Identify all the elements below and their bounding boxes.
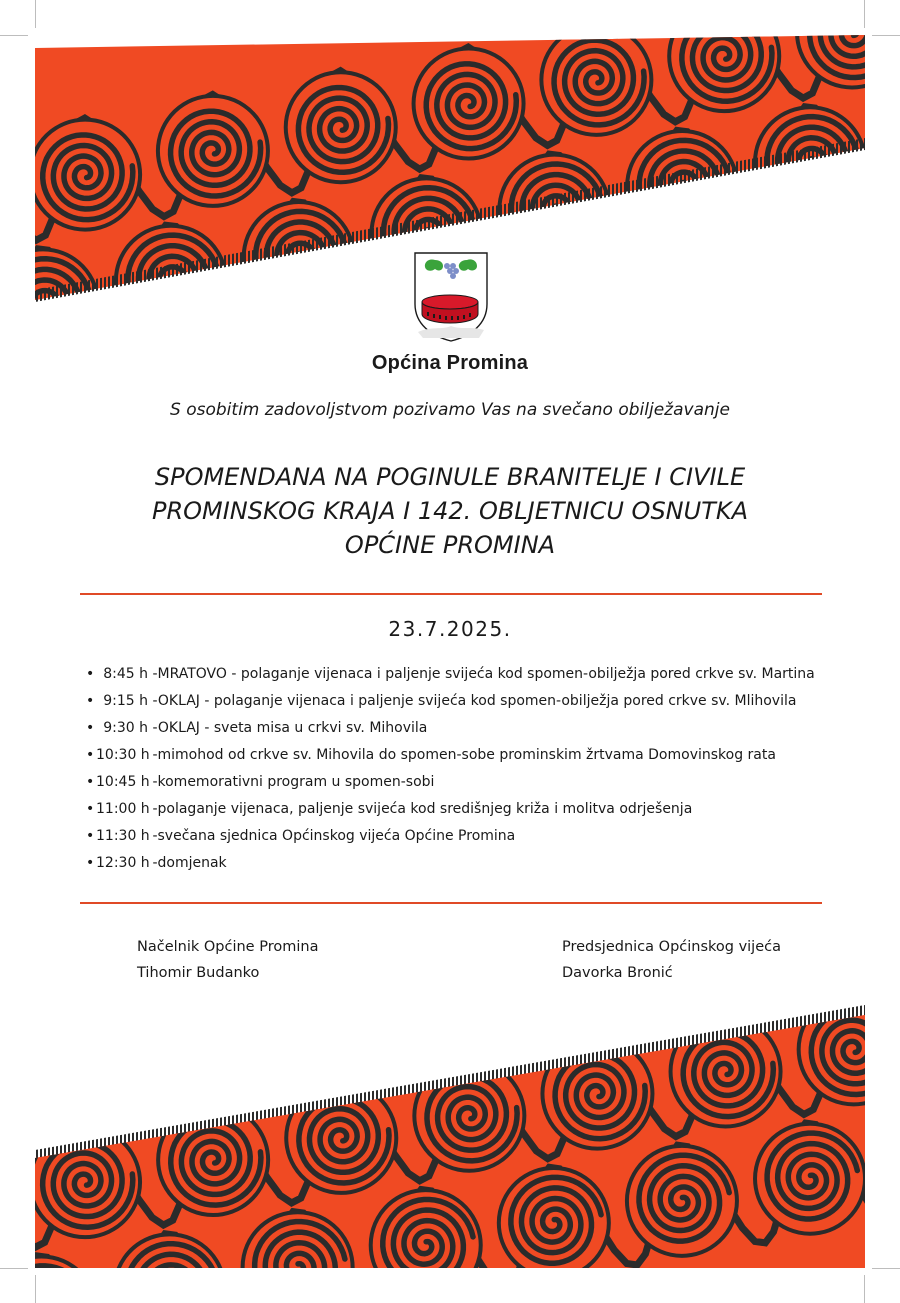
schedule-time: 10:45 h [96, 774, 150, 790]
event-title-line: SPOMENDANA NA POGINULE BRANITELJE I CIVILE [154, 463, 746, 491]
schedule-text: -domjenak [152, 855, 227, 871]
event-title-line: OPĆINE PROMINA [344, 531, 556, 559]
bullet: • [86, 720, 95, 736]
bottom-spiral-band [0, 995, 900, 1303]
schedule-time: 11:30 h [96, 828, 150, 844]
divider [80, 593, 822, 595]
schedule-time: 11:00 h [96, 801, 150, 817]
municipality-name: Općina Promina [371, 352, 529, 374]
schedule-item [86, 745, 815, 772]
signature-title: Predsjednica Općinskog vijeća [562, 939, 781, 955]
schedule-text: -mimohod od crkve sv. Mihovila do spomen-sobe prominskim žrtvama Domovinskog rata [152, 747, 776, 763]
schedule-item [86, 718, 815, 745]
schedule-text: -polaganje vijenaca, paljenje svijeća kod središnjeg križa i molitva odrješenja [152, 801, 693, 817]
schedule-time: 12:30 h [96, 855, 150, 871]
schedule-list [86, 664, 815, 880]
schedule-text: -svečana sjednica Općinskog vijeća Općine Promina [152, 828, 516, 844]
signature-mayor [137, 934, 318, 986]
schedule-time: 9:15 h [103, 693, 148, 709]
bullet: • [86, 801, 95, 817]
bullet: • [86, 828, 95, 844]
schedule-item [86, 853, 815, 880]
bullet: • [86, 855, 95, 871]
signature-name: Davorka Bronić [562, 965, 673, 981]
schedule-item [86, 772, 815, 799]
signature-council-president [562, 934, 781, 986]
bullet: • [86, 747, 95, 763]
signature-name: Tihomir Budanko [137, 965, 260, 981]
schedule-item [86, 799, 815, 826]
event-title [0, 460, 900, 562]
schedule-item [86, 664, 815, 691]
schedule-item [86, 826, 815, 853]
schedule-time: 10:30 h [96, 747, 150, 763]
schedule-text: -MRATOVO - polaganje vijenaca i paljenje svijeća kod spomen-obilježja pored crkve sv. Martina [152, 666, 815, 682]
bullet: • [86, 774, 95, 790]
invitation-line: S osobitim zadovoljstvom pozivamo Vas na svečano obilježavanje [170, 400, 730, 420]
event-title-line: PROMINSKOG KRAJA I 142. OBLJETNICU OSNUTKA [151, 497, 749, 525]
signature-title: Načelnik Općine Promina [137, 939, 319, 955]
schedule-text: -komemorativni program u spomen-sobi [152, 774, 435, 790]
municipal-coat-of-arms [413, 252, 489, 342]
divider [80, 902, 822, 904]
schedule-time: 8:45 h [103, 666, 148, 682]
schedule-text: -OKLAJ - sveta misa u crkvi sv. Mihovila [152, 720, 428, 736]
schedule-item [86, 691, 815, 718]
schedule-text: -OKLAJ - polaganje vijenaca i paljenje svijeća kod spomen-obilježja pored crkve sv. Mlihovila [152, 693, 797, 709]
event-date: 23.7.2025. [388, 617, 512, 641]
bullet: • [86, 666, 95, 682]
bullet: • [86, 693, 95, 709]
schedule-time: 9:30 h [103, 720, 148, 736]
